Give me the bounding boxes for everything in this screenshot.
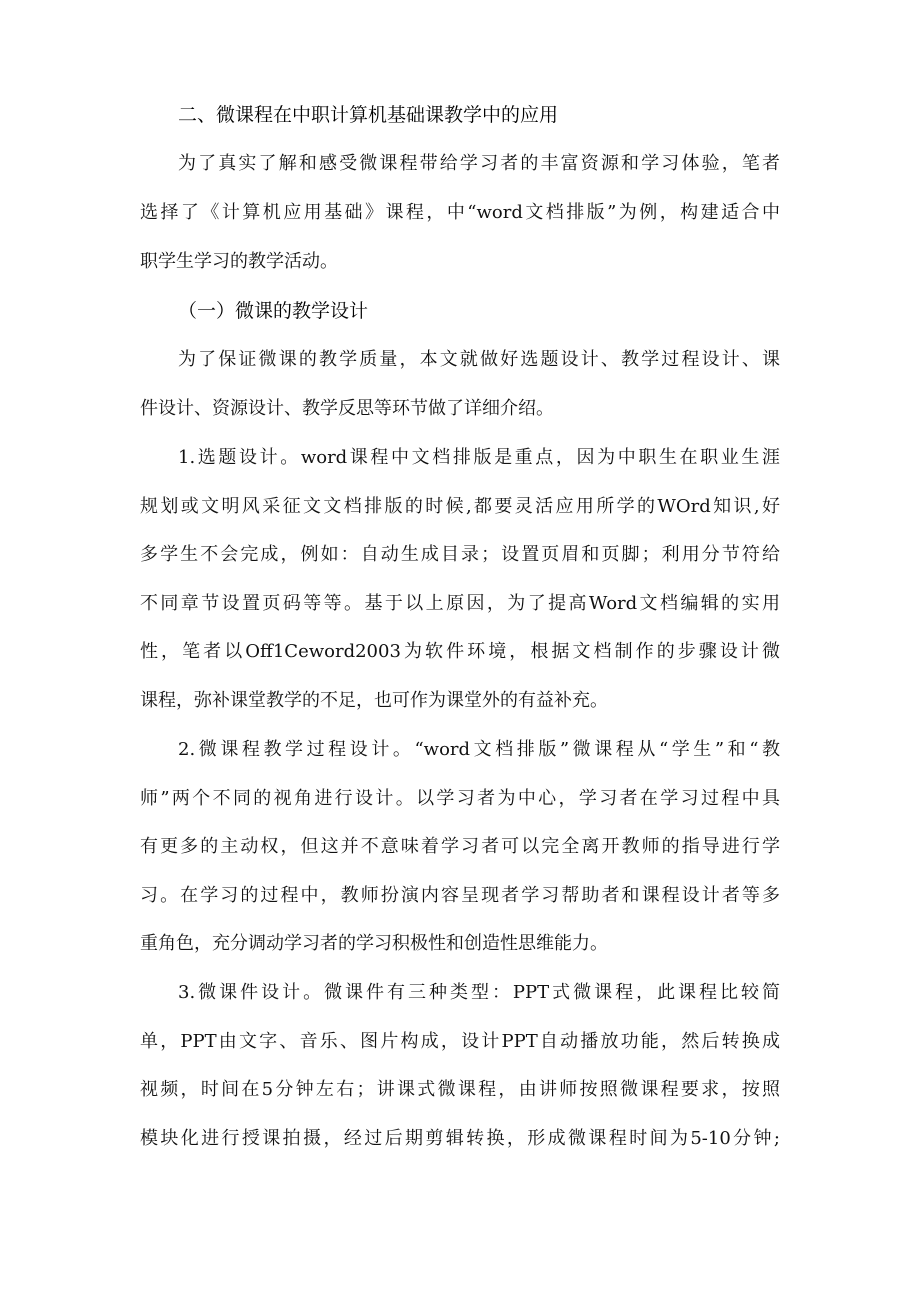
p2-line-2: 规划或文明风采征文文档排版的时候,都要灵活应用所学的WOrd知识,好: [140, 496, 780, 517]
p4-line-2: 单，PPT由文字、音乐、图片构成，设计PPT自动播放功能，然后转换成: [140, 1031, 780, 1052]
p4-line-4: 模块化进行授课拍摄，经过后期剪辑转换，形成微课程时间为5-10分钟;: [140, 1128, 780, 1149]
p4-line-3: 视频，时间在5分钟左右；讲课式微课程，由讲师按照微课程要求，按照: [140, 1079, 780, 1100]
p2-line-4: 不同章节设置页码等等。基于以上原因，为了提高Word文档编辑的实用: [140, 593, 780, 614]
intro-line-1: 为了真实了解和感受微课程带给学习者的丰富资源和学习体验，笔者: [178, 153, 780, 174]
p1-line-2: 件设计、资源设计、教学反思等环节做了详细介绍。: [140, 398, 554, 419]
p3-line-2: 师”两个不同的视角进行设计。以学习者为中心，学习者在学习过程中具: [140, 788, 780, 809]
p2-line-1: 1.选题设计。word课程中文档排版是重点，因为中职生在职业生涯: [178, 447, 780, 468]
p1-line-1: 为了保证微课的教学质量，本文就做好选题设计、教学过程设计、课: [178, 349, 780, 370]
subsection-title: （一）微课的教学设计: [178, 300, 369, 322]
p2-line-5: 性，笔者以Off1Ceword2003为软件环境，根据文档制作的步骤设计微: [140, 641, 780, 662]
intro-line-2: 选择了《计算机应用基础》课程，中“word文档排版”为例，构建适合中: [140, 202, 780, 223]
p4-line-1: 3.微课件设计。微课件有三种类型：PPT式微课程，此课程比较简: [178, 982, 780, 1003]
section-title: 二、微课程在中职计算机基础课教学中的应用: [178, 104, 559, 126]
p3-line-1: 2.微课程教学过程设计。“word文档排版”微课程从“学生”和“教: [178, 739, 780, 760]
p2-line-6: 课程，弥补课堂教学的不足，也可作为课堂外的有益补充。: [140, 690, 608, 711]
p3-line-3: 有更多的主动权，但这并不意味着学习者可以完全离开教师的指导进行学: [140, 836, 780, 857]
p2-line-3: 多学生不会完成，例如：自动生成目录；设置页眉和页脚；利用分节符给: [140, 544, 780, 565]
intro-line-3: 职学生学习的教学活动。: [140, 251, 338, 272]
p3-line-5: 重角色，充分调动学习者的学习积极性和创造性思维能力。: [140, 933, 608, 954]
p3-line-4: 习。在学习的过程中，教师扮演内容呈现者学习帮助者和课程设计者等多: [140, 885, 780, 906]
